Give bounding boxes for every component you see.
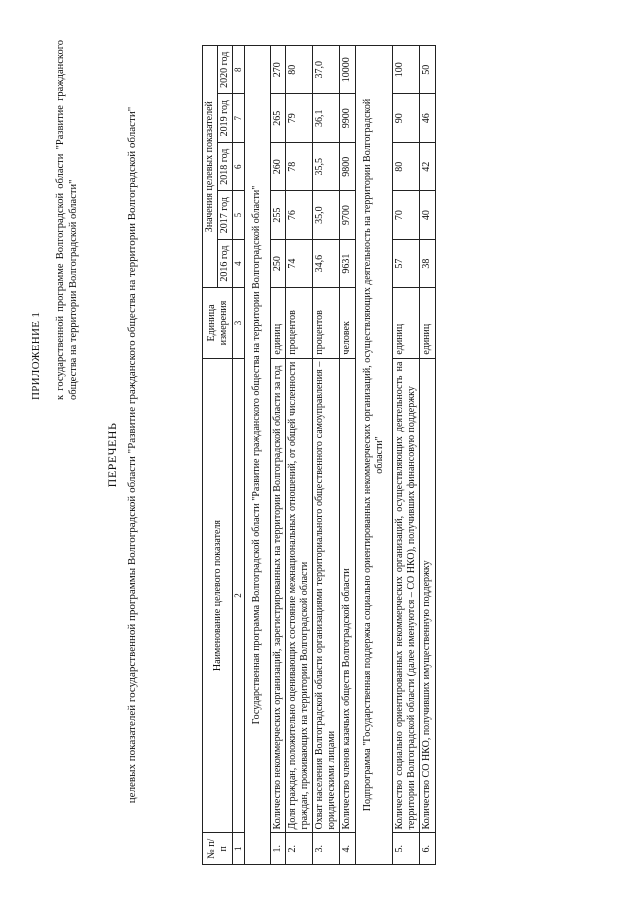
indicator-name: Охват населения Волгоградской области организациями территориального общественного самоуправления – юридическими лицами bbox=[313, 358, 340, 833]
table-row bbox=[420, 46, 435, 865]
header-unit: Единица измерения bbox=[203, 288, 233, 358]
indicator-value: 36,1 bbox=[313, 94, 340, 142]
row-number: 1. bbox=[270, 833, 285, 865]
header-values-group: Значения целевых показателей bbox=[203, 46, 218, 288]
indicator-value: 80 bbox=[393, 142, 420, 190]
table-row bbox=[285, 46, 312, 865]
indicator-value: 265 bbox=[270, 94, 285, 142]
header-year: 2020 год bbox=[218, 46, 233, 95]
indicator-name: Количество социально ориентированных некоммерческих организаций, осуществляющих деятельность на территории Волгоградской области (далее именуются – СО НКО), получивших финансовую поддержку bbox=[393, 358, 420, 833]
section-title-subprogram: Подпрограмма "Государственная поддержка социально ориентированных некоммерческих организаций, осуществляющих деятельность на территории Волгоградской области" bbox=[355, 46, 392, 865]
row-number: 5. bbox=[393, 833, 420, 865]
indicator-name: Количество членов казачьих обществ Волгоградской области bbox=[340, 358, 355, 833]
column-index: 8 bbox=[233, 46, 245, 95]
indicator-unit: процентов bbox=[313, 288, 340, 358]
table-row bbox=[393, 46, 420, 865]
indicator-value: 9900 bbox=[340, 94, 355, 142]
table-row bbox=[270, 46, 285, 865]
indicator-value: 42 bbox=[420, 142, 435, 190]
indicator-unit: процентов bbox=[285, 288, 312, 358]
header-num: № п/п bbox=[203, 833, 233, 865]
indicator-unit: человек bbox=[340, 288, 355, 358]
indicator-value: 34,6 bbox=[313, 239, 340, 287]
header-year: 2018 год bbox=[218, 142, 233, 190]
indicator-name: Количество некоммерческих организаций, зарегистрированных на территории Волгоградской области за год bbox=[270, 358, 285, 833]
indicator-unit: единиц bbox=[420, 288, 435, 358]
column-index: 4 bbox=[233, 239, 245, 287]
indicator-value: 80 bbox=[285, 46, 312, 95]
table-row bbox=[340, 46, 355, 865]
document-header bbox=[30, 40, 81, 400]
column-index: 2 bbox=[233, 358, 245, 833]
document-title: ПЕРЕЧЕНЬ bbox=[105, 422, 119, 488]
indicator-value: 9800 bbox=[340, 142, 355, 190]
table-row bbox=[313, 46, 340, 865]
indicator-value: 90 bbox=[393, 94, 420, 142]
indicator-value: 79 bbox=[285, 94, 312, 142]
header-year: 2019 год bbox=[218, 94, 233, 142]
indicator-unit: единиц bbox=[393, 288, 420, 358]
indicator-value: 70 bbox=[393, 191, 420, 239]
section-row bbox=[355, 46, 392, 865]
indicator-value: 35,0 bbox=[313, 191, 340, 239]
row-number: 4. bbox=[340, 833, 355, 865]
indicator-value: 100 bbox=[393, 46, 420, 95]
indicator-value: 255 bbox=[270, 191, 285, 239]
indicator-value: 57 bbox=[393, 239, 420, 287]
header-year: 2017 год bbox=[218, 191, 233, 239]
indicator-value: 250 bbox=[270, 239, 285, 287]
indicator-name: Доля граждан, положительно оценивающих состояние межнациональных отношений, от общей численности граждан, проживающих на территории Волгоградской области bbox=[285, 358, 312, 833]
column-index: 5 bbox=[233, 191, 245, 239]
indicator-value: 37,0 bbox=[313, 46, 340, 95]
indicators-table bbox=[202, 45, 436, 865]
section-title-program: Государственная программа Волгоградской области "Развитие гражданского общества на территории Волгоградской области" bbox=[245, 46, 270, 865]
appendix-reference: к государственной программе Волгоградской области "Развитие гражданского общества на территории Волгоградской области" bbox=[55, 40, 80, 400]
indicator-value: 9700 bbox=[340, 191, 355, 239]
indicator-value: 270 bbox=[270, 46, 285, 95]
indicator-value: 10000 bbox=[340, 46, 355, 95]
table-header-row bbox=[203, 46, 218, 865]
indicator-value: 74 bbox=[285, 239, 312, 287]
indicator-value: 38 bbox=[420, 239, 435, 287]
indicator-unit: единиц bbox=[270, 288, 285, 358]
row-number: 3. bbox=[313, 833, 340, 865]
header-name: Наименование целевого показателя bbox=[203, 358, 233, 833]
header-year: 2016 год bbox=[218, 239, 233, 287]
column-index: 6 bbox=[233, 142, 245, 190]
row-number: 2. bbox=[285, 833, 312, 865]
indicator-value: 40 bbox=[420, 191, 435, 239]
document-title-block bbox=[105, 45, 139, 865]
section-row bbox=[245, 46, 270, 865]
column-index-row bbox=[233, 46, 245, 865]
column-index: 7 bbox=[233, 94, 245, 142]
indicator-value: 260 bbox=[270, 142, 285, 190]
indicator-value: 46 bbox=[420, 94, 435, 142]
appendix-label: ПРИЛОЖЕНИЕ 1 bbox=[30, 311, 42, 400]
column-index: 3 bbox=[233, 288, 245, 358]
indicator-name: Количество СО НКО, получивших имущественную поддержку bbox=[420, 358, 435, 833]
column-index: 1 bbox=[233, 833, 245, 865]
indicator-value: 50 bbox=[420, 46, 435, 95]
row-number: 6. bbox=[420, 833, 435, 865]
indicator-value: 35,5 bbox=[313, 142, 340, 190]
document-subtitle: целевых показателей государственной программы Волгоградской области "Развитие гражданского общества на территории Волгоградской области" bbox=[125, 106, 138, 804]
indicator-value: 9631 bbox=[340, 239, 355, 287]
indicator-value: 78 bbox=[285, 142, 312, 190]
indicator-value: 76 bbox=[285, 191, 312, 239]
